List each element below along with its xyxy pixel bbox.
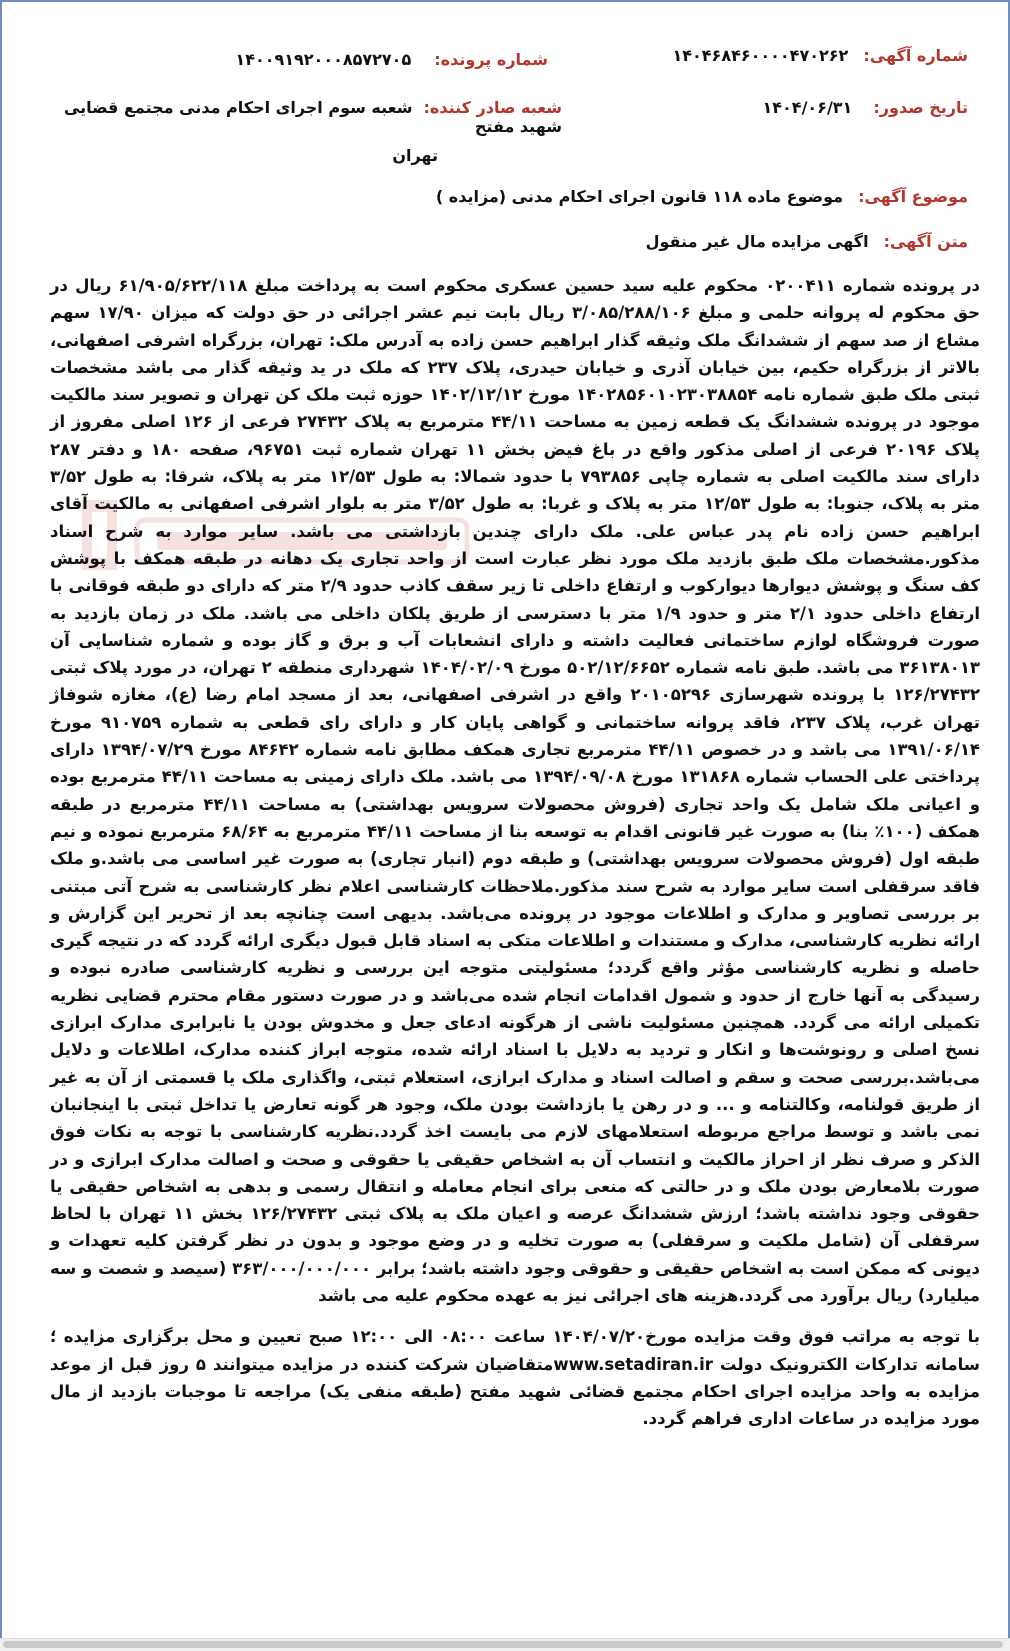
case-number: ۱۴۰۰۹۱۹۲۰۰۰۸۵۷۲۷۰۵	[235, 50, 412, 69]
issue-date-row	[763, 98, 969, 117]
ad-number: ۱۴۰۴۶۸۴۶۰۰۰۰۴۷۰۲۶۲	[672, 46, 849, 65]
issuer-line1: شعبه سوم اجرای احکام مدنی مجتمع قضایی شهید مفتح	[63, 98, 562, 136]
issuer-label: شعبه صادر کننده:	[423, 98, 562, 117]
scrollbar-thumb[interactable]	[3, 1641, 1003, 1648]
issuer-row	[62, 98, 562, 165]
ad-number-label: شماره آگهی:	[863, 46, 968, 65]
issuer-line2: تهران	[392, 146, 438, 165]
notice-body	[50, 272, 980, 1432]
subject-value: موضوع ماده ۱۱۸ قانون اجرای احکام مدنی (مزایده )	[435, 187, 844, 206]
text-label: متن آگهی:	[883, 232, 968, 251]
text-title: اگهی مزایده مال غیر منقول	[645, 232, 869, 251]
issue-date: ۱۴۰۴/۰۶/۳۱	[762, 98, 853, 117]
subject-label: موضوع آگهی:	[858, 187, 968, 206]
ad-number-row	[672, 46, 968, 65]
case-number-label: شماره پرونده:	[434, 50, 548, 69]
body-paragraph-1: در پرونده شماره ۰۲۰۰۴۱۱ محکوم علیه سید حسین عسکری محکوم است به پرداخت مبلغ ۶۱/۹۰۵/۶۲۲/۱۱۸ ریال در حق محکوم له پروانه حلمی و مبلغ ۳/۰۸۵/۲۸۸/۱۰۶ ریال بابت نیم عشر اجرائی در حق دولت که میزان ۱۷/۹۰ سهم مشاع از صد سهم از ششدانگ ملک وثیقه گذار ابراهیم حسن زاده به آدرس ملک: تهران، بزرگراه اشرفی اصفهانی، بالاتر از بزرگراه حکیم، بین خیابان آذری و خیابان حیدری، پلاک ۲۳۷ که ملک در ید وثیقه گذار می باشد مشخصات ثبتی ملک طبق شماره نامه ۱۴۰۲۸۵۶۰۱۰۲۳۰۳۸۸۵۴ مورخ ۱۴۰۲/۱۲/۱۲ حوزه ثبت ملک کن تهران و تصویر سند مالکیت موجود در پرونده ششدانگ یک قطعه زمین به مساحت ۴۴/۱۱ مترمربع به پلاک ۲۷۴۳۲ فرعی از ۱۲۶ اصلی مفروز از پلاک ۲۰۱۹۶ فرعی از اصلی مذکور واقع در باغ فیض بخش ۱۱ تهران شماره ثبت ۹۶۷۵۱، صفحه ۱۸۰ و دفتر ۲۸۷ دارای سند مالکیت اصلی به شماره چاپی ۷۹۳۸۵۶ با حدود شمالا: به طول ۱۲/۵۳ متر به پلاک، شرقا: به طول ۳/۵۲ متر به پلاک، جنوبا: به طول ۱۲/۵۳ متر به پلاک و غربا: به طول ۳/۵۲ متر به بلوار اشرفی اصفهانی به مالکیت آقای ابراهیم حسن زاده نام پدر عباس علی. ملک دارای چندین بازداشتی می باشد. سایر موارد به شرح اسناد مذکور.مشخصات ملک طبق بازدید ملک مورد نظر عبارت است از واحد تجاری یک دهانه در طبقه همکف با پوشش کف سنگ و پوشش دیوارها دیوارکوب و ارتفاع داخلی تا زیر سقف کاذب حدود ۲/۹ متر که دارای دو طبقه فوقانی با ارتفاع داخلی حدود ۲/۱ متر و حدود ۱/۹ متر با دسترسی از طریق پلکان داخلی می باشد. ملک در زمان بازدید به صورت فروشگاه لوازم ساختمانی فعالیت داشته و دارای انشعابات آب و برق و گاز بوده و شماره شناسایی آن ۳۶۱۳۸۰۱۳ می باشد. طبق نامه شماره ۵۰۲/۱۲/۶۶۵۲ مورخ ۱۴۰۴/۰۲/۰۹ شهرداری منطقه ۲ تهران، در مورد پلاک ثبتی ۱۲۶/۲۷۴۳۲ با پرونده شهرسازی ۲۰۱۰۵۲۹۶ واقع در اشرفی اصفهانی، بعد از مسجد امام رضا (ع)، مغازه شوفاژ تهران غرب، پلاک ۲۳۷، فاقد پروانه ساختمانی و گواهی پایان کار و دارای رای قطعی به شماره ۹۱۰۷۵۹ مورخ ۱۳۹۱/۰۶/۱۴ می باشد و در خصوص ۴۴/۱۱ مترمربع تجاری همکف مطابق نامه شماره ۸۴۶۴۲ مورخ ۱۳۹۴/۰۷/۲۹ دارای پرداختی علی الحساب شماره ۱۳۱۸۶۸ مورخ ۱۳۹۴/۰۹/۰۸ می باشد. ملک دارای زمینی به مساحت ۴۴/۱۱ مترمربع بوده و اعیانی ملک شامل یک واحد تجاری (فروش محصولات سرویس بهداشتی) به مساحت ۴۴/۱۱ مترمربع در طبقه همکف (۱۰۰٪ بنا) به صورت غیر قانونی اقدام به توسعه بنا از مساحت ۴۴/۱۱ مترمربع به ۶۸/۶۴ مترمربع نموده و نیم طبقه اول (فروش محصولات سرویس بهداشتی) و طبقه دوم (انبار تجاری) به صورت غیر اساسی می باشد.و ملک فاقد سرقفلی است سایر موارد به شرح سند مذکور.ملاحظات کارشناسی اعلام نظر کارشناسی به شرح آتی مبتنی بر بررسی تصاویر و مدارک و اطلاعات موجود در پرونده می‌باشد. بدیهی است چنانچه بعد از تحریر این گزارش و ارائه نظریه کارشناسی، مدارک و مستندات و اطلاعات متکی به اسناد قابل قبول دیگری ارائه گردد که در نتیجه گیری حاصله و نظریه کارشناسی مؤثر واقع گردد؛ مسئولیتی متوجه این بررسی و نظریه کارشناسی صادره نبوده و رسیدگی به آنها خارج از حدود و شمول اقدامات انجام شده می‌باشد و در صورت دستور مقام محترم قضایی نظریه تکمیلی ارائه می گردد. همچنین مسئولیت ناشی از هرگونه ادعای جعل و مخدوش بودن یا نابرابری مدارک ابرازی نسخ اصلی و رونوشت‌ها و انکار و تردید به دلایل با اسناد ارائه شده، متوجه ابراز کننده مدارک، اطلاعات و دلایل می‌باشد.بررسی صحت و سقم و اصالت اسناد و مدارک ابرازی، استعلام ثبتی، واگذاری ملک یا قسمتی از آن به غیر از طریق قولنامه، وکالتنامه و ... و در رهن یا بازداشت بودن ملک، وجود هر گونه تعارض یا تداخل ثبتی با اینجانبان نمی باشد و توسط مراجع مربوطه استعلامهای لازم می بایست اخذ گردد.نظریه کارشناسی با توجه به نکات فوق الذکر و صرف نظر از احراز مالکیت و انتساب آن به اشخاص حقیقی یا حقوقی و صحت و اصالت مدارک ابرازی و در صورت بلامعارض بودن ملک و در حالتی که منعی برای انجام معامله و انتقال رسمی و بدهی به اشخاص حقیقی یا حقوقی وجود نداشته باشد؛ ارزش ششدانگ عرصه و اعیان ملک به پلاک ثبتی ۱۲۶/۲۷۴۳۲ بخش ۱۱ تهران با لحاظ سرقفلی آن (شامل ملکیت و سرقفلی) به صورت تخلیه و در وضع موجود و بدون در نظر گرفتن کلیه تعهدات و دیونی که ممکن است به اشخاص حقیقی و حقوقی وجود داشته باشد؛ برابر ۳۶۳/۰۰۰/۰۰۰/۰۰۰ (سیصد و شصت و سه میلیارد) ریال برآورد می گردد.هزینه های اجرائی نیز به عهده محکوم علیه می باشد	[50, 276, 981, 1305]
horizontal-scrollbar[interactable]	[0, 1638, 1010, 1651]
body-paragraph-2: با توجه به مراتب فوق وقت مزایده مورخ۱۴۰۴/۰۷/۲۰ ساعت ۰۸:۰۰ الی ۱۲:۰۰ صبح تعیین و محل برگزاری مزایده ؛سامانه تدارکات الکترونیک دولت www.setadiran.irمتقاضیان شرکت کننده در مزایده میتوانند ۵ روز قبل از موعد مزایده به واحد مزایده اجرای احکام مجتمع قضائی شهید مفتح (طبقه منفی یک) مراجعه تا موجبات بازدید از مال مورد مزایده در ساعات اداری فراهم گردد.	[50, 1327, 981, 1429]
case-number-row	[235, 50, 548, 69]
issue-date-label: تاریخ صدور:	[873, 98, 968, 117]
subject-row	[436, 187, 968, 206]
text-title-row	[646, 232, 968, 251]
